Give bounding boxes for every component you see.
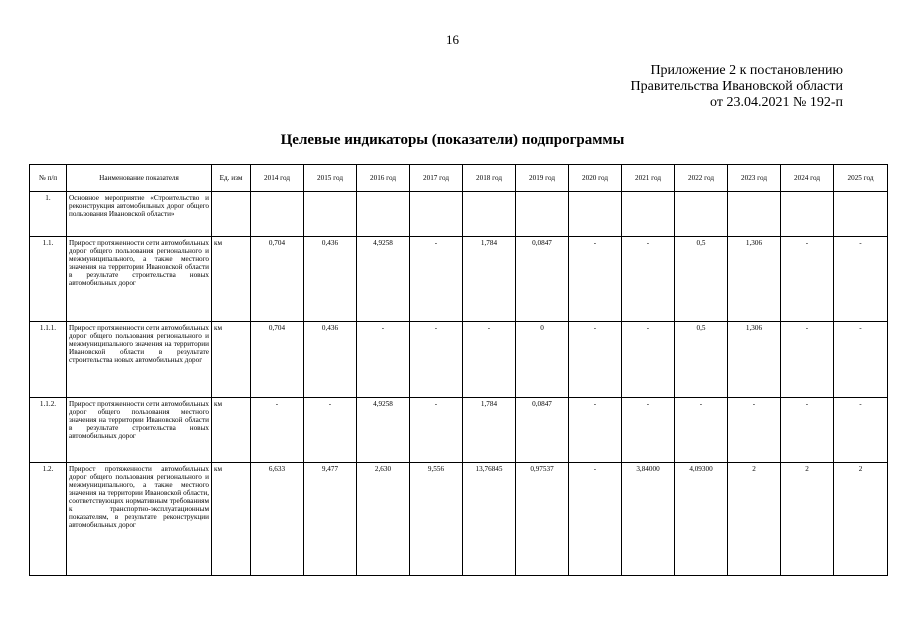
value-cell: 0,704 [251, 237, 304, 322]
value-cell [304, 192, 357, 237]
value-cell [834, 192, 888, 237]
value-cell: 0,704 [251, 322, 304, 398]
value-cell: 9,477 [304, 463, 357, 576]
value-cell: 9,556 [410, 463, 463, 576]
value-cell: 0,436 [304, 237, 357, 322]
value-cell: - [781, 237, 834, 322]
indicators-table [29, 164, 888, 576]
value-cell: - [569, 398, 622, 463]
header-year: 2014 год [251, 165, 304, 192]
value-cell: 0,0847 [516, 237, 569, 322]
value-cell [675, 192, 728, 237]
value-cell [463, 192, 516, 237]
value-cell: 2 [728, 463, 781, 576]
value-cell: - [410, 237, 463, 322]
value-cell: 4,9258 [357, 398, 410, 463]
value-cell: 1,306 [728, 322, 781, 398]
indicator-name: Прирост протяженности сети автомобильных дорог общего пользования местного значения на территории Ивановской области в результате строительства новых автомобильных дорог [67, 398, 212, 463]
value-cell: - [251, 398, 304, 463]
unit-cell: км [212, 322, 251, 398]
header-year: 2025 год [834, 165, 888, 192]
row-num: 1. [30, 192, 67, 237]
value-cell: 3,84000 [622, 463, 675, 576]
table-header-row [30, 165, 888, 192]
unit-cell [212, 192, 251, 237]
header-year: 2024 год [781, 165, 834, 192]
row-num: 1.2. [30, 463, 67, 576]
header-name: Наименование показателя [67, 165, 212, 192]
header-year: 2017 год [410, 165, 463, 192]
appendix-line-1: Приложение 2 к постановлению [650, 63, 843, 78]
value-cell [728, 192, 781, 237]
value-cell: - [675, 398, 728, 463]
table-row [30, 192, 888, 237]
header-year: 2018 год [463, 165, 516, 192]
value-cell: 1,306 [728, 237, 781, 322]
value-cell: 0,0847 [516, 398, 569, 463]
value-cell: 0,97537 [516, 463, 569, 576]
row-num: 1.1.1. [30, 322, 67, 398]
appendix-note [631, 63, 843, 111]
value-cell [251, 192, 304, 237]
unit-cell: км [212, 237, 251, 322]
row-num: 1.1.2. [30, 398, 67, 463]
row-num: 1.1. [30, 237, 67, 322]
value-cell: - [410, 398, 463, 463]
value-cell: 1,784 [463, 398, 516, 463]
header-year: 2020 год [569, 165, 622, 192]
value-cell [622, 192, 675, 237]
value-cell: 1,784 [463, 237, 516, 322]
value-cell: 13,76845 [463, 463, 516, 576]
table-row [30, 237, 888, 322]
unit-cell: км [212, 398, 251, 463]
value-cell: - [834, 237, 888, 322]
table-row [30, 322, 888, 398]
value-cell: 2 [834, 463, 888, 576]
value-cell: - [463, 322, 516, 398]
value-cell [781, 192, 834, 237]
value-cell: - [569, 463, 622, 576]
header-year: 2023 год [728, 165, 781, 192]
value-cell: 0,5 [675, 237, 728, 322]
header-year: 2016 год [357, 165, 410, 192]
value-cell: - [410, 322, 463, 398]
page-number: 16 [446, 32, 459, 47]
value-cell: 0,436 [304, 322, 357, 398]
value-cell: - [781, 398, 834, 463]
value-cell [410, 192, 463, 237]
indicator-name: Прирост протяженности сети автомобильных дорог общего пользования регионального и межмуниципального, а также местного значения на территории Ивановской области в результате строительства новых автомобильных дорог [67, 237, 212, 322]
indicator-name: Основное мероприятие «Строительство и реконструкция автомобильных дорог общего пользования Ивановской области» [67, 192, 212, 237]
indicator-name: Прирост протяженности сети автомобильных дорог общего пользования регионального и межмуниципального значения на территории Ивановской области в результате строительства новых автомобильных дорог [67, 322, 212, 398]
value-cell: 6,633 [251, 463, 304, 576]
value-cell: - [304, 398, 357, 463]
header-year: 2022 год [675, 165, 728, 192]
value-cell: 0,5 [675, 322, 728, 398]
value-cell [516, 192, 569, 237]
value-cell: - [622, 237, 675, 322]
value-cell: 4,09300 [675, 463, 728, 576]
appendix-line-2: Правительства Ивановской области [630, 79, 843, 94]
value-cell: - [622, 322, 675, 398]
value-cell: - [569, 322, 622, 398]
value-cell: 2 [781, 463, 834, 576]
value-cell: 4,9258 [357, 237, 410, 322]
header-year: 2021 год [622, 165, 675, 192]
header-year: 2015 год [304, 165, 357, 192]
value-cell: - [569, 237, 622, 322]
value-cell: - [781, 322, 834, 398]
header-num: № п/п [30, 165, 67, 192]
value-cell: 2,630 [357, 463, 410, 576]
value-cell: - [834, 322, 888, 398]
value-cell [569, 192, 622, 237]
value-cell [357, 192, 410, 237]
appendix-line-3: от 23.04.2021 № 192-п [710, 95, 843, 110]
table-row [30, 463, 888, 576]
value-cell: - [622, 398, 675, 463]
unit-cell: км [212, 463, 251, 576]
indicator-name: Прирост протяженности автомобильных дорог общего пользования регионального и межмуниципального, а также местного значения на территории Ивановской области, соответствующих нормативным требованиям к транспортно-эксплуатационным показателям, в результате реконструкции автомобильных дорог [67, 463, 212, 576]
value-cell: - [834, 398, 888, 463]
header-year: 2019 год [516, 165, 569, 192]
value-cell: 0 [516, 322, 569, 398]
value-cell: - [728, 398, 781, 463]
table-row [30, 398, 888, 463]
header-unit: Ед. изм [212, 165, 251, 192]
value-cell: - [357, 322, 410, 398]
page-title: Целевые индикаторы (показатели) подпрограммы [280, 132, 625, 148]
